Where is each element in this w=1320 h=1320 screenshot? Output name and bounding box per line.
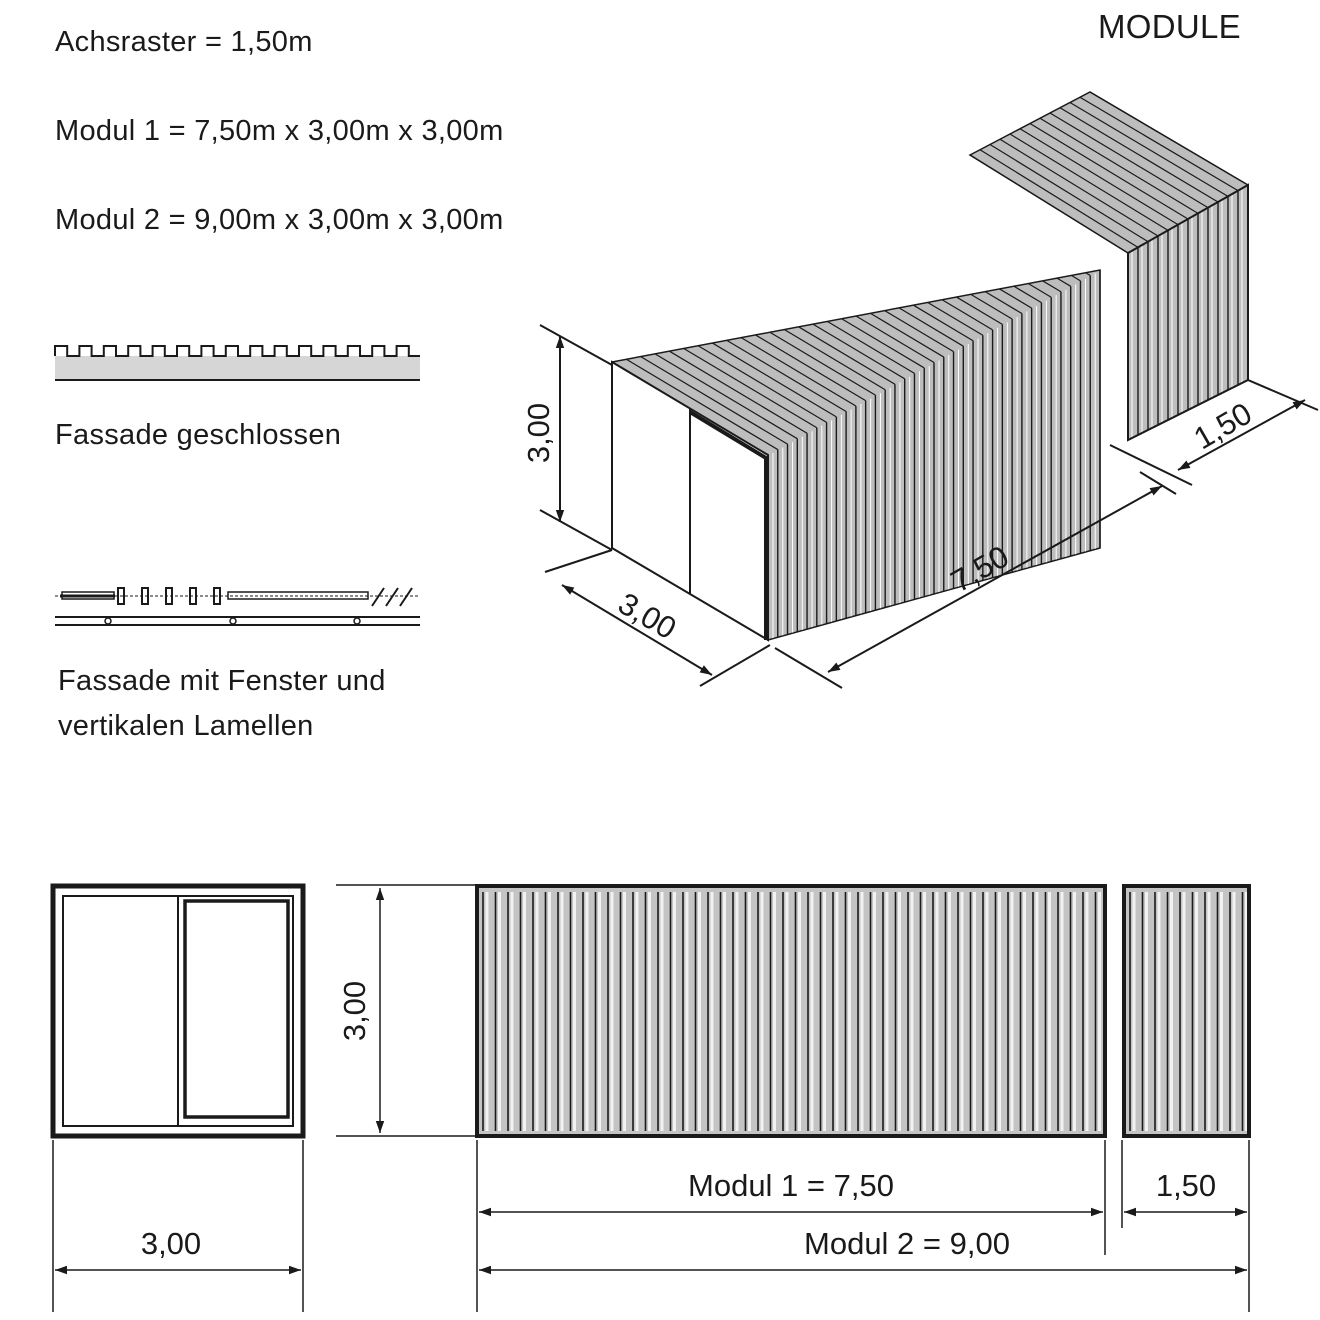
legend-open-facade-line1: Fassade mit Fenster und	[58, 665, 386, 697]
axo-depth-dim: 3,00	[612, 585, 683, 647]
legend-open-facade-line2: vertikalen Lamellen	[58, 710, 314, 742]
open-facade-symbol	[55, 588, 420, 625]
front-elevation	[53, 886, 303, 1136]
title: MODULE	[1098, 8, 1241, 45]
spec-module-2: Modul 2 = 9,00m x 3,00m x 3,00m	[55, 204, 504, 236]
legend-closed-facade: Fassade geschlossen	[55, 419, 342, 451]
bottom-dimensions	[53, 1140, 1249, 1312]
extension-length-dim: 1,50	[1155, 1168, 1217, 1203]
spec-module-1: Modul 1 = 7,50m x 3,00m x 3,00m	[55, 115, 504, 147]
axo-height-dim: 3,00	[521, 402, 556, 464]
spec-grid: Achsraster = 1,50m	[55, 26, 313, 58]
front-width-dim: 3,00	[140, 1226, 202, 1261]
elevation-height-dim: 3,00	[337, 980, 372, 1042]
axo-length-dim: 7,50	[944, 538, 1015, 600]
module1-length-dim: Modul 1 = 7,50	[688, 1168, 894, 1203]
axonometric-module	[612, 92, 1252, 640]
module2-length-dim: Modul 2 = 9,00	[804, 1226, 1010, 1261]
axo-extension-dim: 1,50	[1187, 395, 1258, 457]
closed-facade-symbol	[55, 346, 420, 380]
module1-elevation	[477, 886, 1105, 1136]
extension-elevation	[1124, 886, 1249, 1136]
